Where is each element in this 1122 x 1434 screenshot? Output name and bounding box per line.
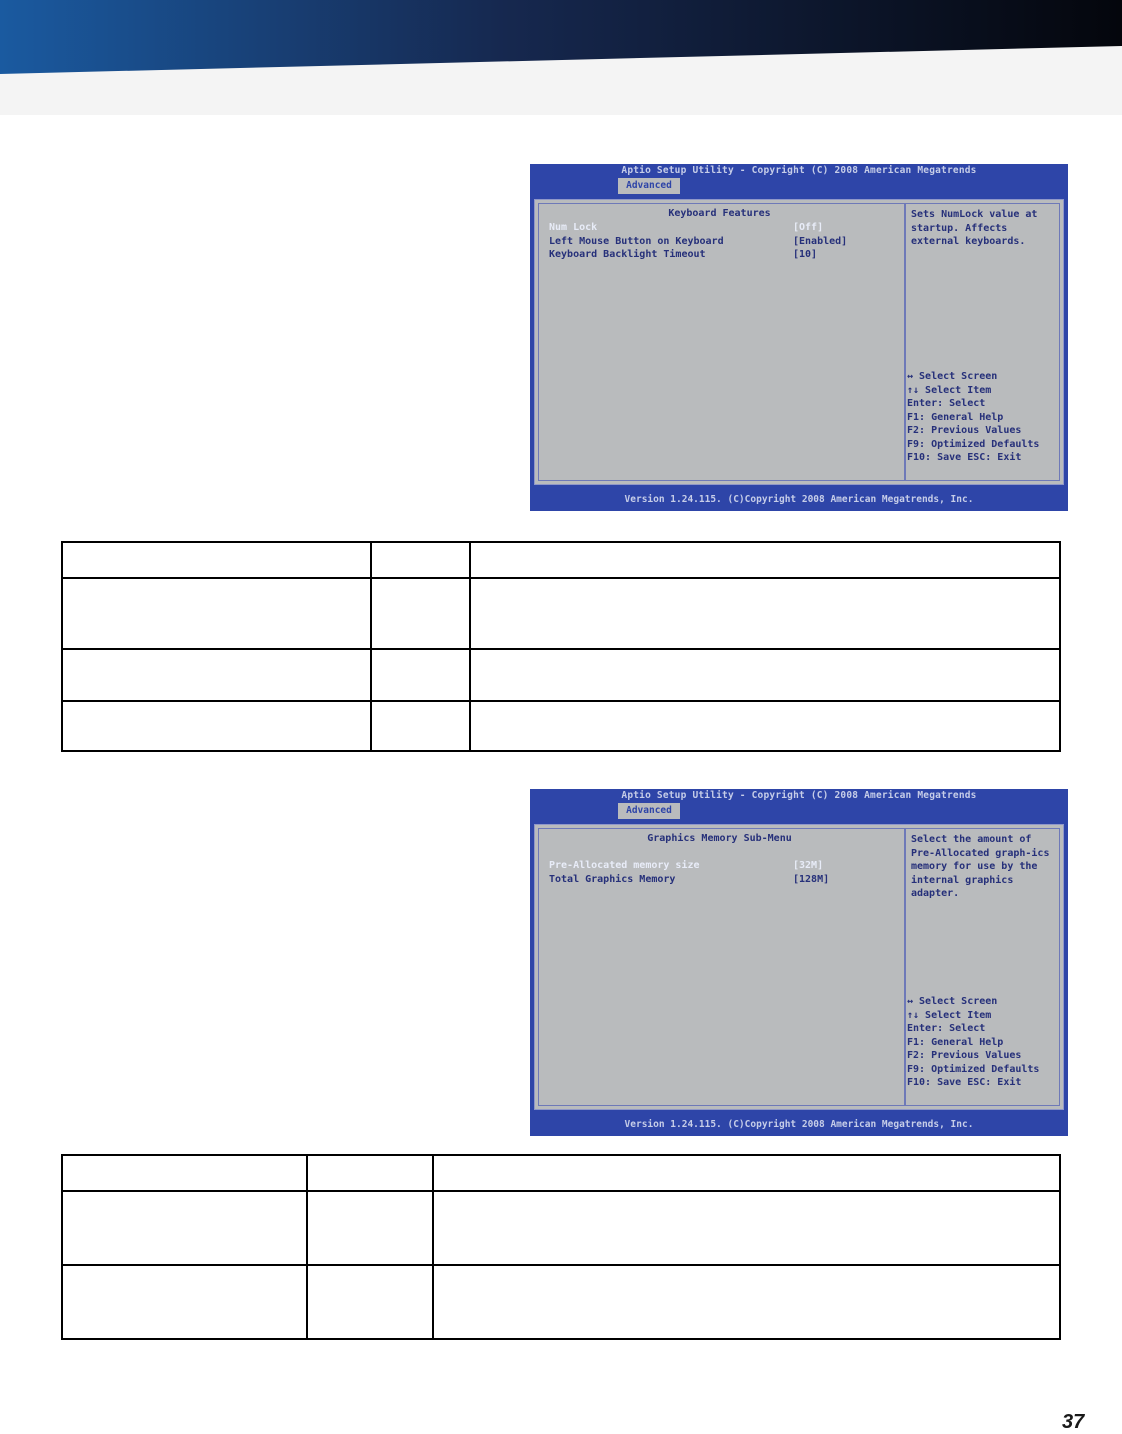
setting-value: [32M] [793,860,824,871]
bios-divider [904,828,906,1106]
table-cell [371,578,470,649]
table-row [62,649,1060,701]
setting-label: Pre-Allocated memory size [549,860,700,871]
bios-key-legend [907,995,1065,1090]
table-cell [62,1191,307,1265]
table-row [62,701,1060,751]
table-row [62,578,1060,649]
table-cell [62,542,371,578]
table-cell [307,1155,433,1191]
key-hint: F2: Previous Values [907,425,1022,436]
key-hint: F9: Optimized Defaults [907,438,1040,450]
graphics-options-table [61,1154,1061,1340]
key-hint: F2: Previous Values [907,1050,1022,1061]
bios-heading: Graphics Memory Sub-Menu [647,833,792,844]
setting-keyboard-backlight-timeout[interactable] [549,248,899,262]
table-cell [62,701,371,751]
setting-label: Left Mouse Button on Keyboard [549,235,724,247]
table-cell [470,649,1060,701]
table-cell [371,542,470,578]
page-header-band [0,0,1122,115]
bios-panel [534,199,1064,485]
key-hint: Enter: Select [907,1023,986,1034]
page-number: 37 [1062,1411,1085,1433]
bios-title: Aptio Setup Utility - Copyright (C) 2008 American Megatrends [621,790,977,801]
tab-advanced[interactable]: Advanced [618,178,680,194]
table-row [62,1191,1060,1265]
table-cell [307,1191,433,1265]
table-cell [62,1265,307,1339]
bios-help-text: Select the amount of Pre-Allocated graph-ics memory for use by the internal graphics adapter. [911,834,1050,899]
key-hint: F10: Save ESC: Exit [907,452,1022,463]
bios-settings-list [549,221,899,262]
bios-heading: Keyboard Features [668,208,771,219]
table-cell [307,1265,433,1339]
key-hint: Enter: Select [907,398,986,409]
table-cell [371,649,470,701]
bios-help-text: Sets NumLock value at startup. Affects external keyboards. [911,209,1038,247]
key-hint: ↔ Select Screen [907,371,998,382]
table-cell [62,649,371,701]
bios-key-legend [907,370,1065,465]
table-row [62,1265,1060,1339]
table-cell [433,1155,1060,1191]
table-cell [470,701,1060,751]
table-cell [62,1155,307,1191]
key-hint: F1: General Help [907,1036,1004,1048]
keyboard-options-table [61,541,1061,752]
setting-value: [128M] [793,873,830,885]
bios-footer: Version 1.24.115. (C)Copyright 2008 American Megatrends, Inc. [624,1119,974,1130]
key-hint: F9: Optimized Defaults [907,1063,1040,1075]
setting-total-graphics-memory[interactable] [549,873,899,887]
table-cell [371,701,470,751]
bios-title: Aptio Setup Utility - Copyright (C) 2008 American Megatrends [621,165,977,176]
table-cell [62,578,371,649]
table-header-row [62,542,1060,578]
key-hint: F1: General Help [907,411,1004,423]
setting-label: Total Graphics Memory [549,873,676,885]
table-cell [470,578,1060,649]
key-hint: ↔ Select Screen [907,996,998,1007]
setting-pre-allocated-memory[interactable] [549,859,899,873]
setting-left-mouse-button[interactable] [549,235,899,249]
setting-value: [Enabled] [793,235,848,247]
tab-advanced[interactable]: Advanced [618,803,680,819]
setting-num-lock[interactable] [549,221,899,235]
setting-value: [10] [793,249,818,260]
setting-label: Num Lock [549,222,598,233]
bios-footer: Version 1.24.115. (C)Copyright 2008 American Megatrends, Inc. [624,494,974,505]
bios-divider [904,203,906,481]
key-hint: ↑↓ Select Item [907,384,992,396]
key-hint: F10: Save ESC: Exit [907,1077,1022,1088]
header-graphic [0,0,1122,115]
bios-screenshot-graphics-memory [530,789,1068,1136]
setting-label: Keyboard Backlight Timeout [549,249,706,260]
table-header-row [62,1155,1060,1191]
bios-settings-list [549,859,899,886]
table-cell [433,1265,1060,1339]
bios-screenshot-keyboard [530,164,1068,511]
table-cell [470,542,1060,578]
table-cell [433,1191,1060,1265]
setting-value: [Off] [793,222,824,233]
bios-panel [534,824,1064,1110]
key-hint: ↑↓ Select Item [907,1009,992,1021]
